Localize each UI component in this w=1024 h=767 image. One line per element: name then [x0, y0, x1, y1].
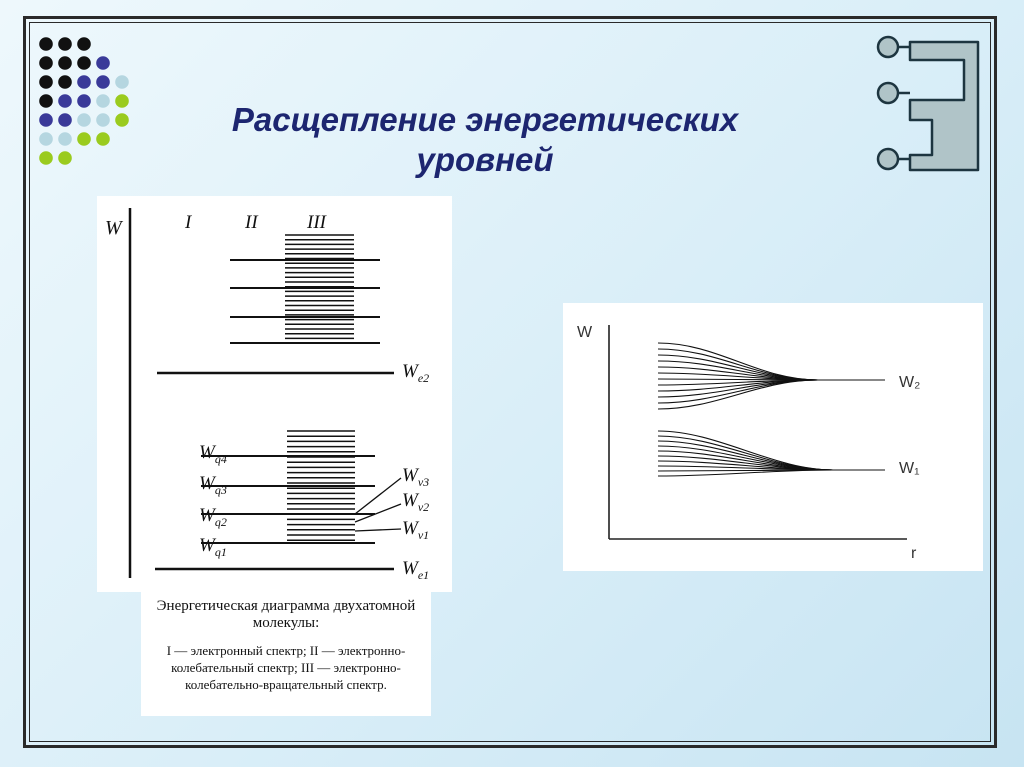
curve-fan-w2	[658, 343, 885, 409]
column-label-3: III	[307, 212, 326, 233]
plot-x-label: r	[911, 545, 917, 562]
label-wv1: $W_{v1}$	[402, 518, 430, 542]
column-label-2: II	[245, 212, 258, 233]
curve-fan-w1	[658, 431, 885, 476]
potential-curves-panel	[563, 303, 983, 571]
curve-label-w1: W₁	[899, 460, 920, 477]
energy-diagram	[97, 196, 452, 592]
title-line-2: уровней	[416, 141, 554, 178]
label-wv2: $W_{v2}$	[402, 490, 430, 514]
label-wq2: $W_{q2}$	[199, 505, 227, 529]
curve-label-w2: W₂	[899, 374, 921, 391]
label-we2: $W_{e2}$	[402, 361, 430, 385]
title-line-1: Расщепление энергетических	[231, 101, 739, 138]
connector-decoration	[870, 30, 990, 175]
column-label-1: I	[185, 212, 192, 233]
caption-title: Энергетическая диаграмма двухатомной молекулы:	[156, 598, 416, 631]
potential-curves-plot	[563, 303, 983, 571]
label-we1: $W_{e1}$	[402, 558, 430, 582]
energy-diagram-panel	[97, 196, 452, 592]
caption-body: I — электронный спектр; II — электронно-колебательный спектр; III — электронно-колебательно-вращательный спектр.	[166, 643, 406, 692]
slide-title	[160, 100, 810, 180]
diagram-caption	[141, 592, 431, 716]
label-wq4: $W_{q4}$	[199, 442, 227, 466]
label-wv3: $W_{v3}$	[402, 465, 430, 489]
label-wq3: $W_{q3}$	[199, 473, 227, 497]
label-wq1: $W_{q1}$	[199, 535, 227, 559]
axis-label-w: W	[105, 217, 122, 239]
potential-curve	[658, 466, 885, 470]
plot-y-label: W	[577, 324, 593, 341]
